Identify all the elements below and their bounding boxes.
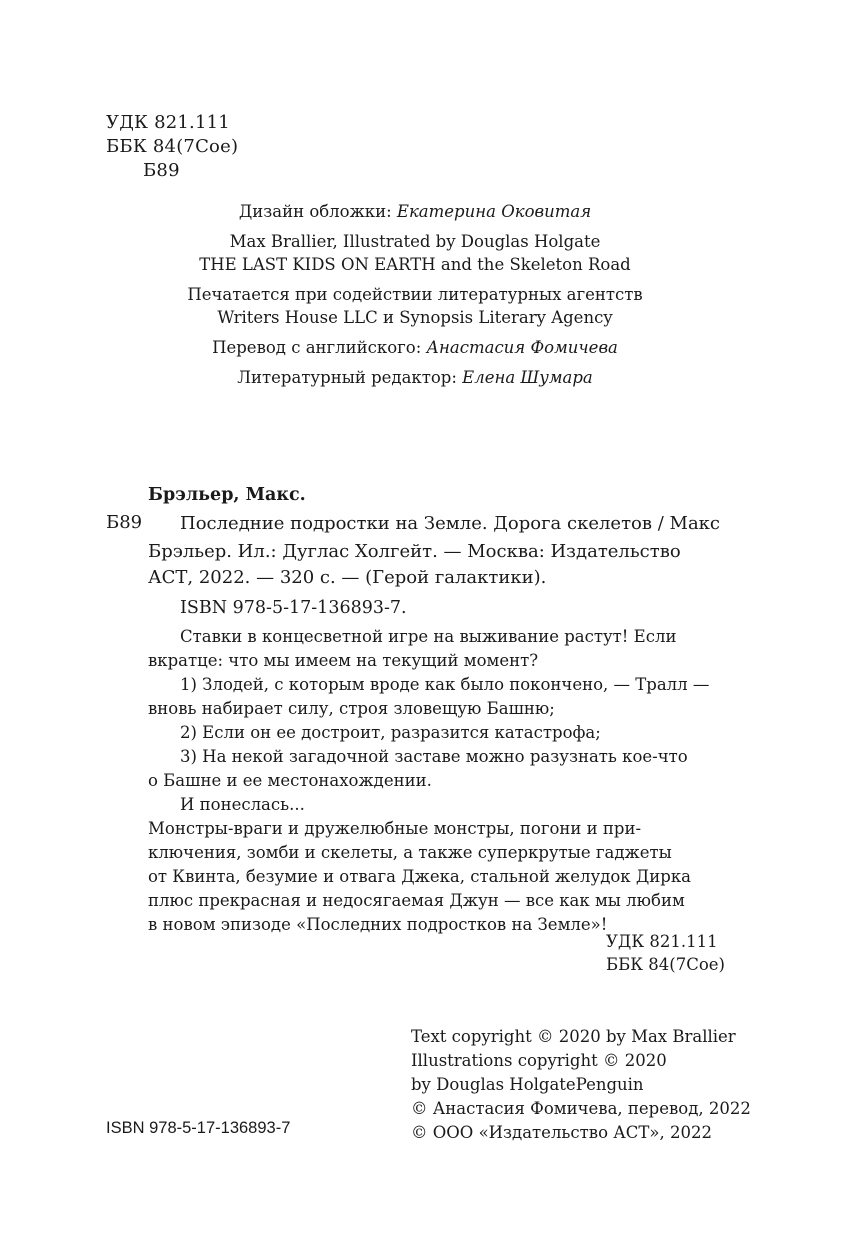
isbn-record: ISBN 978-5-17-136893-7. <box>180 598 407 618</box>
original-author-line: Max Brallier, Illustrated by Douglas Holgate <box>229 232 601 251</box>
credits-block <box>130 200 700 396</box>
bib-line-3: АСТ, 2022. — 320 с. — (Герой галактики). <box>148 567 547 588</box>
copyright-illustrator-line: by Douglas HolgatePenguin <box>411 1075 644 1094</box>
copyright-translation-line: © Анастасия Фомичева, перевод, 2022 <box>411 1099 751 1118</box>
translation-label: Перевод с английского: <box>212 338 427 357</box>
annotation-line-6: 3) На некой загадочной заставе можно разузнать кое-что <box>180 747 688 766</box>
cover-design-credit <box>130 200 700 223</box>
cover-design-label: Дизайн обложки: <box>238 202 397 221</box>
annotation-line-11: от Квинта, безумие и отвага Джека, стальной желудок Дирка <box>148 867 691 886</box>
bib-line-2: Брэльер. Ил.: Дуглас Холгейт. — Москва: Издательство <box>148 541 681 562</box>
author-mark-record: Б89 <box>106 512 143 533</box>
cover-design-name: Екатерина Оковитая <box>396 202 592 221</box>
bibliographic-description <box>180 510 737 538</box>
annotation-line-10: ключения, зомби и скелеты, а также суперкрутые гаджеты <box>148 843 672 862</box>
isbn-bottom: ISBN 978-5-17-136893-7 <box>106 1119 291 1137</box>
editor-label: Литературный редактор: <box>237 368 463 387</box>
copyright-publisher-line: © ООО «Издательство АСТ», 2022 <box>411 1123 712 1142</box>
annotation-line-7: о Башне и ее местонахождении. <box>148 771 432 790</box>
annotation-line-12: плюс прекрасная и недосягаемая Джун — все как мы любим <box>148 891 685 910</box>
editor-name: Елена Шумара <box>462 368 593 387</box>
editor-credit <box>130 366 700 389</box>
author-heading: Брэльер, Макс. <box>148 485 306 505</box>
translation-credit <box>130 336 700 359</box>
annotation-line-9: Монстры-враги и дружелюбные монстры, погони и при- <box>148 819 642 838</box>
bib-line-1: Последние подростки на Земле. Дорога скелетов / Макс <box>180 513 720 534</box>
translator-name: Анастасия Фомичева <box>426 338 618 357</box>
copyright-illustrations-line: Illustrations copyright © 2020 <box>411 1051 667 1070</box>
author-mark-top: Б89 <box>143 160 180 181</box>
annotation-line-2: вкратце: что мы имеем на текущий момент? <box>148 651 539 670</box>
annotation-line-8: И понеслась... <box>180 795 305 814</box>
agency-line-2: Writers House LLC и Synopsis Literary Agency <box>217 308 613 327</box>
annotation-line-3: 1) Злодей, с которым вроде как было покончено, — Тралл — <box>180 675 710 694</box>
copyright-text-line: Text copyright © 2020 by Max Brallier <box>411 1027 736 1046</box>
annotation-line-5: 2) Если он ее достроит, разразится катастрофа; <box>180 723 601 742</box>
udk-code-bottom: УДК 821.111 <box>606 932 718 951</box>
bbk-code-top: ББК 84(7Сое) <box>106 136 239 157</box>
annotation-line-13: в новом эпизоде «Последних подростков на Земле»! <box>148 915 608 934</box>
udk-code-top: УДК 821.111 <box>106 112 230 133</box>
annotation-line-1: Ставки в концесветной игре на выживание растут! Если <box>180 627 677 646</box>
agency-line-1: Печатается при содействии литературных агентств <box>187 285 643 304</box>
annotation-line-4: вновь набирает силу, строя зловещую Башню; <box>148 699 555 718</box>
copyright-block <box>411 1025 751 1145</box>
bbk-code-bottom: ББК 84(7Сое) <box>606 955 725 974</box>
original-title-line: THE LAST KIDS ON EARTH and the Skeleton Road <box>199 255 631 274</box>
